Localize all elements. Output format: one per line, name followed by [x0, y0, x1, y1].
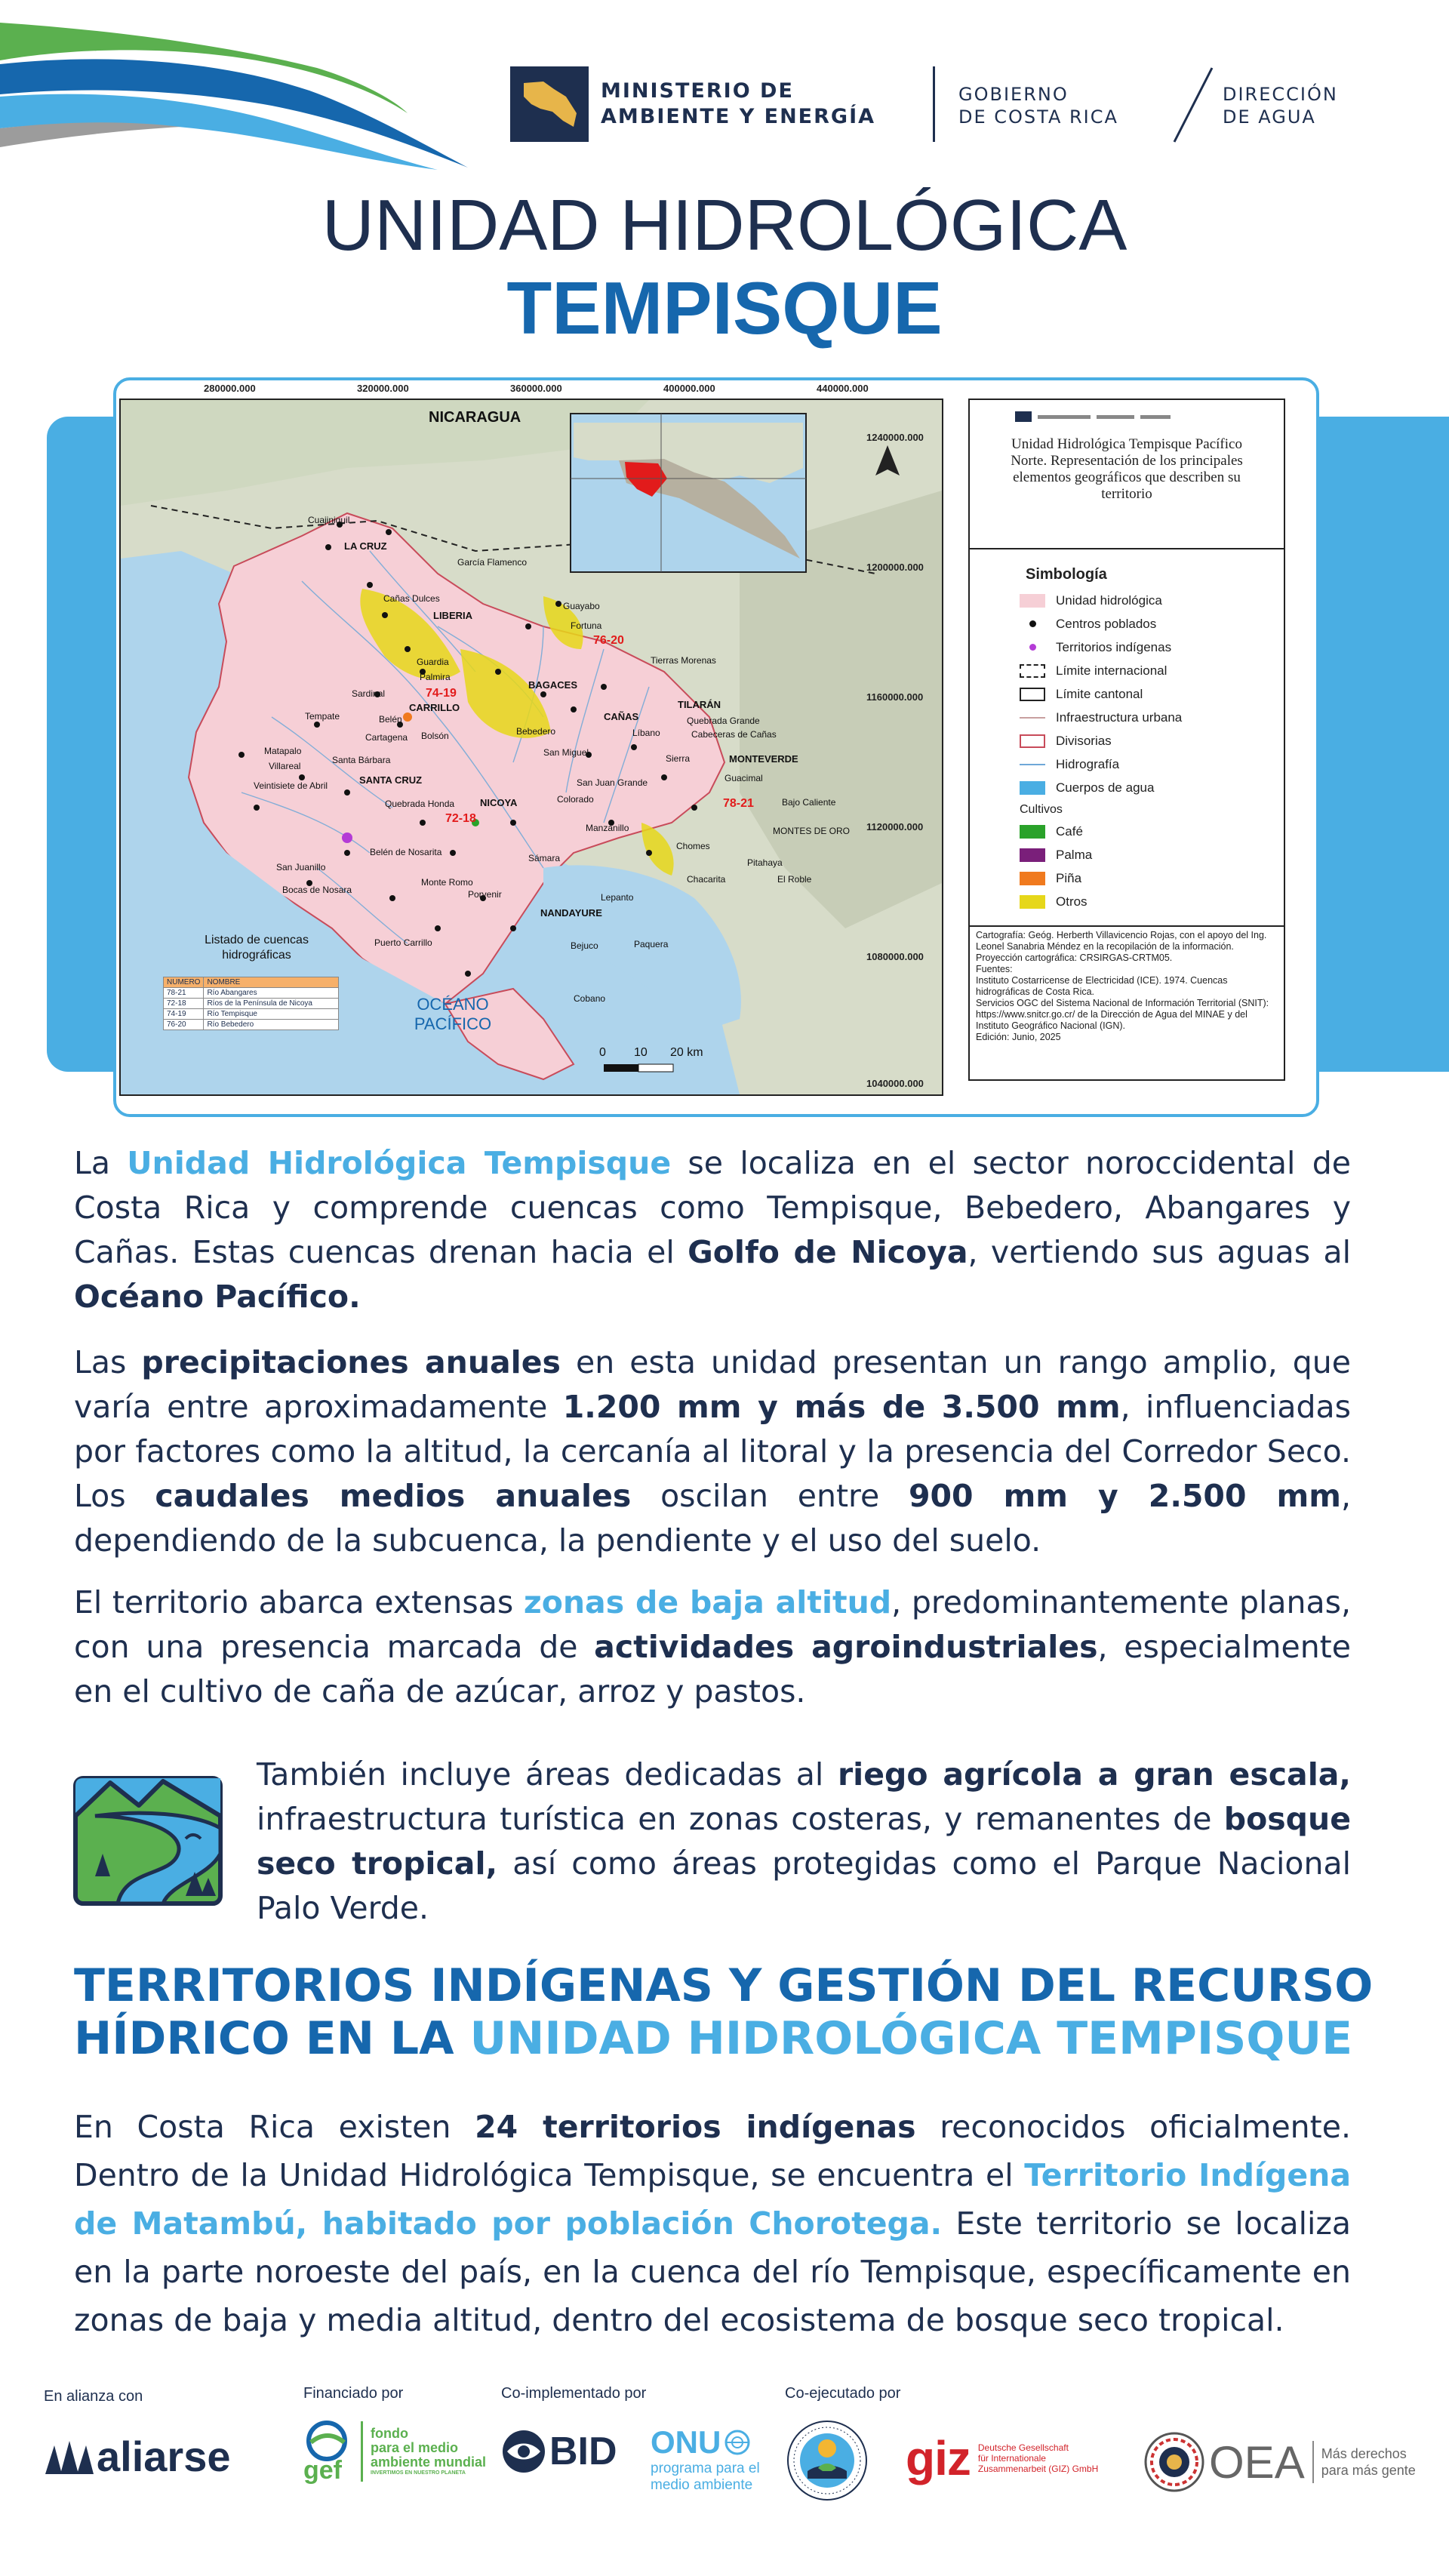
- place-label: San Juanillo: [276, 862, 326, 873]
- precipitation-paragraph: Las precipitaciones anuales en esta unidad presentan un rango amplio, que varía entre aproximadamente 1.200 mm y más de 3.500 mm, influenciadas por factores como la altitud, la cercanía al litoral y la presencia del Corredor Seco. Los caudales medios anuales oscilan entre 900 mm y 2.500 mm, dependiendo de la subcuenca, la pendiente y el uso del suelo.: [74, 1344, 1352, 1559]
- header-swoosh-graphic: [0, 0, 483, 181]
- place-label: LA CRUZ: [344, 540, 387, 552]
- giz-text: Deutsche Gesellschaft für Internationale Zusammenarbeit (GIZ) GmbH: [977, 2442, 1099, 2474]
- gef-text: fondo para el medio ambiente mundial INVERTIMOS EN NUESTRO PLANETA: [371, 2425, 487, 2476]
- legend-item: Cuerpos de agua: [1015, 776, 1272, 799]
- bid-mark-icon: [501, 2429, 546, 2474]
- basin-code: 72-18: [445, 812, 476, 825]
- place-label: Palmira: [420, 672, 451, 682]
- place-label: San Miguel: [543, 747, 589, 758]
- place-label: Chacarita: [687, 874, 726, 885]
- basin-code: 78-21: [723, 797, 754, 810]
- coord-label: 440000.000: [817, 383, 869, 394]
- place-label: Fortuna: [571, 620, 602, 631]
- aliarse-logo: aliarse: [44, 2432, 231, 2481]
- country-label: NICARAGUA: [429, 409, 521, 426]
- place-label: Manzanillo: [586, 823, 629, 833]
- place-label: Guacimal: [724, 773, 763, 783]
- table-row: 72-18 Ríos de la Península de Nicoya: [164, 999, 339, 1009]
- place-label: Colorado: [557, 794, 594, 805]
- map-legend: [968, 399, 1285, 1081]
- legend-logos: [1015, 411, 1241, 423]
- place-label: Pitahaya: [747, 857, 783, 868]
- place-label: MONTES DE ORO: [773, 826, 851, 836]
- place-label: Belén de Nosarita: [370, 847, 442, 857]
- scale-label-10: 10: [634, 1046, 648, 1059]
- legend-item: Territorios indígenas: [1015, 636, 1272, 659]
- coord-label: 1160000.000: [866, 691, 924, 703]
- place-label: Cabeceras de Cañas: [691, 729, 777, 740]
- place-label: Monte Romo: [421, 877, 473, 888]
- place-label: CAÑAS: [604, 711, 639, 722]
- place-label: Bebedero: [516, 726, 556, 737]
- header-divider: [933, 66, 935, 142]
- place-label: Veintisiete de Abril: [254, 780, 328, 791]
- ministry-name: MINISTERIO DE AMBIENTE Y ENERGÍA: [601, 79, 876, 128]
- map-right-coordinates: [866, 399, 949, 1093]
- listing-header: NOMBRE: [204, 977, 339, 988]
- land-use-paragraph: También incluye áreas dedicadas al riego agrícola a gran escala, infraestructura turística en zonas costeras, y remanentes de bosque seco tropical, así como áreas protegidas como el Parque Nacional Palo Verde.: [257, 1756, 1352, 1926]
- legend-items: [1015, 589, 1272, 799]
- indigenous-paragraph: En Costa Rica existen 24 territorios indígenas reconocidos oficialmente. Dentro de la Unidad Hidrológica Tempisque, se encuentra el Territorio Indígena de Matambú, habitado por población Chorotega. Este territorio se localiza en la parte noroeste del país, en la cuenca del río Tempisque, específicamente en zonas de baja y media altitud, dentro del ecosistema de bosque seco tropical.: [74, 2109, 1351, 2338]
- oea-logo: OEA Más derechos para más gente: [1144, 2432, 1416, 2492]
- place-label: Guardia: [417, 657, 449, 667]
- coord-label: 280000.000: [204, 383, 256, 394]
- scale-label-20: 20 km: [670, 1046, 703, 1059]
- legend-title: Unidad Hidrológica Tempisque Pacífico Norte. Representación de los principales elementos geográficos que describen su territorio: [1011, 436, 1243, 502]
- coord-label: 320000.000: [357, 383, 409, 394]
- scale-label-0: 0: [599, 1046, 606, 1059]
- place-label: El Roble: [777, 874, 812, 885]
- tempisque-map: [119, 399, 943, 1096]
- place-label: Belén: [379, 714, 402, 725]
- ministry-logo: [510, 66, 589, 142]
- place-label: LIBERIA: [433, 610, 472, 621]
- place-label: CARRILLO: [409, 702, 460, 713]
- place-label: Sámara: [528, 853, 561, 863]
- map-credits: Cartografía: Geóg. Herberth Villavicencio Rojas, con el apoyo del Ing. Leonel Sanabria Méndez en la recopilación de la información. Proyección cartográfica: CRSIRGAS-CRTM05. Fuentes: Instituto Costarricense de Electricidad (ICE). 1974. Cuencas hidrográficas de Costa Rica. Servicios OGC del Sistema Nacional de Información Territorial (SNIT): https://www.snitcr.go.cr/ de la Dirección de Agua del MINAE y del Instituto Geográfico Nacional (IGN). Edición: Junio, 2025: [976, 930, 1269, 1042]
- place-label: San Juan Grande: [577, 777, 648, 788]
- place-label: BAGACES: [528, 679, 578, 691]
- place-label: MONTEVERDE: [729, 753, 798, 765]
- un-emblem-icon: [724, 2429, 751, 2456]
- legend-item: Café: [1015, 820, 1272, 843]
- crops-title: Cultivos: [1020, 803, 1063, 816]
- coord-label: 1080000.000: [866, 951, 924, 962]
- legend-item: Límite cantonal: [1015, 682, 1272, 706]
- legend-item: Hidrografía: [1015, 752, 1272, 776]
- header-slash: [1167, 65, 1220, 145]
- coord-label: 360000.000: [510, 383, 562, 394]
- page-title-line2: TEMPISQUE: [506, 266, 943, 349]
- coord-label: 1200000.000: [866, 562, 924, 573]
- section-title: TERRITORIOS INDÍGENAS Y GESTIÓN DEL RECURSO HÍDRICO EN LA UNIDAD HIDROLÓGICA TEMPISQUE: [74, 1959, 1374, 2065]
- legend-item: Infraestructura urbana: [1015, 706, 1272, 729]
- basin-code: 76-20: [593, 634, 624, 647]
- gef-logo: [300, 2420, 486, 2483]
- place-label: Cuajiniquil: [308, 515, 350, 525]
- place-label: Cartagena: [365, 732, 408, 743]
- ocean-label: OCÉANO PACÍFICO: [414, 995, 492, 1033]
- place-label: NANDAYURE: [540, 907, 602, 919]
- giz-logo: giz Deutsche Gesellschaft für Internationale Zusammenarbeit (GIZ) GmbH: [906, 2431, 1099, 2485]
- legend-item: Centros poblados: [1015, 612, 1272, 636]
- place-label: Tierras Morenas: [651, 655, 716, 666]
- place-label: Bocas de Nosara: [282, 885, 352, 895]
- landscape-river-icon: [72, 1763, 223, 1907]
- place-label: Lepanto: [601, 892, 634, 903]
- legend-item: Palma: [1015, 843, 1272, 866]
- place-label: Puerto Carrillo: [374, 937, 432, 948]
- place-label: TILARÁN: [678, 699, 721, 710]
- gef-mark: gef: [300, 2420, 353, 2483]
- place-label: Chomes: [676, 841, 710, 851]
- place-label: Porvenir: [468, 889, 502, 900]
- table-row: 74-19 Río Tempisque: [164, 1009, 339, 1020]
- onu-programme-logo: ONU programa para el medio ambiente: [651, 2424, 760, 2493]
- table-row: 76-20 Río Bebedero: [164, 1020, 339, 1030]
- place-label: Cobano: [574, 993, 606, 1004]
- legend-item: Divisorias: [1015, 729, 1272, 752]
- listing-header: NUMERO: [164, 977, 204, 988]
- place-label: Sierra: [666, 753, 691, 764]
- symbology-title: Simbología: [1026, 566, 1107, 583]
- place-label: Matapalo: [264, 746, 302, 756]
- direction-name: DIRECCIÓN DE AGUA: [1223, 84, 1338, 128]
- place-label: Tempate: [305, 711, 340, 722]
- place-label: Sardinal: [352, 688, 386, 699]
- place-label: Villareal: [269, 761, 301, 771]
- coord-label: 1040000.000: [866, 1078, 924, 1089]
- coord-label: 1120000.000: [866, 821, 924, 833]
- aliarse-mark-icon: [44, 2438, 94, 2476]
- legend-item: Unidad hidrológica: [1015, 589, 1272, 612]
- alliance-label: En alianza con: [44, 2388, 143, 2405]
- map-band-right: [1304, 417, 1449, 1072]
- legend-item: Otros: [1015, 890, 1272, 913]
- place-label: Quebrada Honda: [385, 799, 455, 809]
- place-label: Bejuco: [571, 940, 598, 951]
- government-name: GOBIERNO DE COSTA RICA: [958, 84, 1118, 128]
- place-label: Bolsón: [421, 731, 449, 741]
- funded-label: Financiado por: [303, 2385, 404, 2402]
- caribe-programme-seal: [785, 2418, 869, 2503]
- costa-rica-map-icon: [510, 66, 589, 142]
- place-label: Guayabo: [563, 601, 600, 611]
- place-label: Paquera: [634, 939, 669, 949]
- oea-tagline: Más derechos para más gente: [1321, 2446, 1416, 2478]
- territory-paragraph: El territorio abarca extensas zonas de baja altitud, predominantemente planas, con una presencia marcada de actividades agroindustriales, especialmente en el cultivo de caña de azúcar, arroz y pastos.: [74, 1584, 1351, 1710]
- place-label: Quebrada Grande: [687, 716, 760, 726]
- map-top-coordinates: [119, 383, 940, 398]
- page-title-line1: UNIDAD HIDROLÓGICA: [321, 185, 1128, 266]
- intro-paragraph: La Unidad Hidrológica Tempisque se localiza en el sector noroccidental de Costa Rica y comprende cuencas como Tempisque, Bebedero, Abangares y Cañas. Estas cuencas drenan hacia el Golfo de Nicoya, vertiendo sus aguas al Océano Pacífico.: [74, 1145, 1351, 1315]
- oea-emblem-icon: [1144, 2432, 1204, 2492]
- basin-listing-table: [163, 977, 339, 1030]
- coord-label: 1240000.000: [866, 432, 924, 443]
- place-label: Santa Bárbara: [332, 755, 391, 765]
- basin-listing-title: Listado de cuencas hidrográficas: [205, 934, 309, 962]
- place-label: NICOYA: [480, 797, 518, 808]
- place-label: García Flamenco: [457, 557, 528, 568]
- place-label: Cañas Dulces: [383, 593, 440, 604]
- bid-logo: BID: [501, 2429, 617, 2474]
- coexecuted-label: Co-ejecutado por: [785, 2385, 901, 2402]
- place-label: SANTA CRUZ: [359, 774, 423, 786]
- coord-label: 400000.000: [663, 383, 715, 394]
- basin-code: 74-19: [426, 687, 457, 700]
- table-row: 78-21 Río Abangares: [164, 988, 339, 999]
- crop-items: [1015, 820, 1272, 913]
- legend-item: Piña: [1015, 866, 1272, 890]
- legend-item: Límite internacional: [1015, 659, 1272, 682]
- coimplemented-label: Co-implementado por: [501, 2385, 647, 2402]
- place-label: Bajo Caliente: [782, 797, 836, 808]
- place-label: Líbano: [632, 728, 660, 738]
